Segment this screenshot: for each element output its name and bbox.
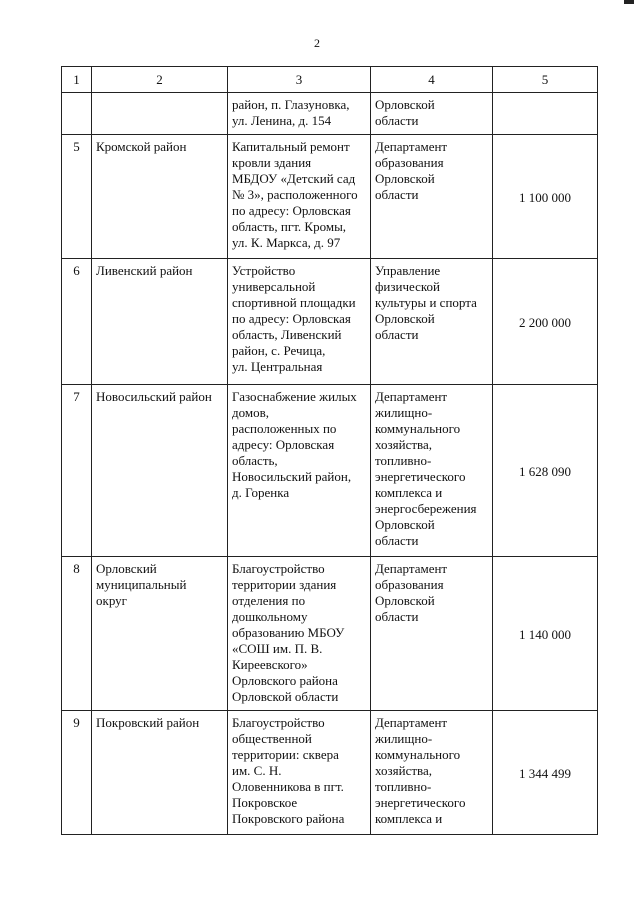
row-number: 8 — [62, 557, 92, 711]
department-cell: Департамент образования Орловской области — [371, 557, 493, 711]
column-header-3: 3 — [228, 67, 371, 93]
table-header-row — [62, 67, 598, 93]
description-cell: Капитальный ремонт кровли здания МБДОУ «Детский сад № 3», расположенного по адресу: Орловская область, пгт. Кромы, ул. К. Маркса, д. 97 — [228, 135, 371, 259]
description-cell: Благоустройство общественной территории: сквера им. С. Н. Оловенникова в пгт. Покровское Покровского района — [228, 711, 371, 835]
amount-cell: 1 344 499 — [493, 711, 598, 835]
scan-corner-mark — [624, 0, 634, 4]
page-number: 2 — [314, 36, 320, 50]
allocation-table — [61, 66, 598, 835]
department-cell: Департамент образования Орловской области — [371, 135, 493, 259]
department-cell: Департамент жилищно- коммунального хозяйства, топливно- энергетического комплекса и — [371, 711, 493, 835]
district-cell: Новосильский район — [92, 385, 228, 557]
district-cell: Кромской район — [92, 135, 228, 259]
row-number: 5 — [62, 135, 92, 259]
district-cell: Ливенский район — [92, 259, 228, 385]
district-cell: Покровский район — [92, 711, 228, 835]
table-row — [62, 385, 598, 557]
column-header-4: 4 — [371, 67, 493, 93]
amount-cell: 1 140 000 — [493, 557, 598, 711]
column-header-2: 2 — [92, 67, 228, 93]
district-cell — [92, 93, 228, 135]
department-cell: Орловской области — [371, 93, 493, 135]
amount-cell — [493, 93, 598, 135]
column-header-1: 1 — [62, 67, 92, 93]
table-row — [62, 259, 598, 385]
table-row — [62, 711, 598, 835]
amount-cell: 1 100 000 — [493, 135, 598, 259]
row-number: 6 — [62, 259, 92, 385]
description-cell: Газоснабжение жилых домов, расположенных по адресу: Орловская область, Новосильский район, д. Горенка — [228, 385, 371, 557]
department-cell: Управление физической культуры и спорта Орловской области — [371, 259, 493, 385]
description-cell: Устройство универсальной спортивной площадки по адресу: Орловская область, Ливенский район, с. Речица, ул. Центральная — [228, 259, 371, 385]
amount-cell: 2 200 000 — [493, 259, 598, 385]
description-cell: район, п. Глазуновка, ул. Ленина, д. 154 — [228, 93, 371, 135]
department-cell: Департамент жилищно- коммунального хозяйства, топливно- энергетического комплекса и энергосбережения Орловской области — [371, 385, 493, 557]
row-number: 7 — [62, 385, 92, 557]
district-cell: Орловский муниципальный округ — [92, 557, 228, 711]
row-number: 9 — [62, 711, 92, 835]
row-number — [62, 93, 92, 135]
table-row — [62, 557, 598, 711]
column-header-5: 5 — [493, 67, 598, 93]
amount-cell: 1 628 090 — [493, 385, 598, 557]
description-cell: Благоустройство территории здания отделения по дошкольному образованию МБОУ «СОШ им. П. В. Киреевского» Орловского района Орловской области — [228, 557, 371, 711]
table-row — [62, 93, 598, 135]
table-row — [62, 135, 598, 259]
